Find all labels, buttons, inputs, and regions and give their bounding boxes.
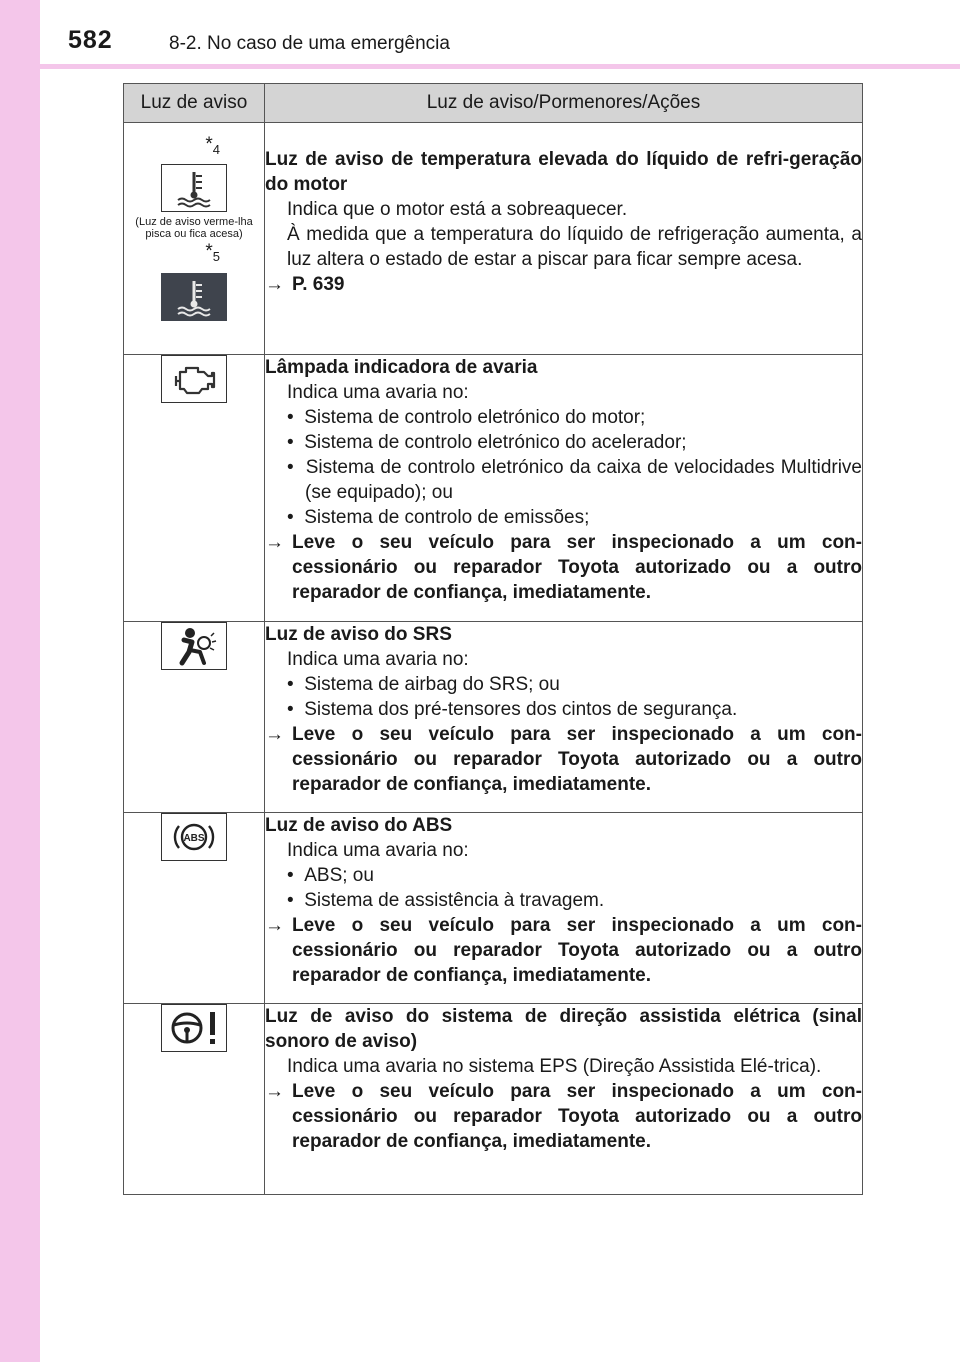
- power-steering-icon: [161, 1004, 227, 1052]
- row-title: Lâmpada indicadora de avaria: [265, 357, 538, 378]
- icon-note: (Luz de aviso verme-lha pisca ou fica acesa): [135, 216, 253, 240]
- intro-text: Indica uma avaria no:: [287, 382, 469, 403]
- description-cell: [265, 355, 863, 622]
- bullet-item: • Sistema de controlo eletrónico da caixa de velocidades Multidrive (se equipado); ou: [287, 457, 862, 503]
- icon-cell: [124, 813, 265, 1004]
- action-text: → Leve o seu veículo para ser inspecionado a um con-cessionário ou reparador Toyota autorizado ou a outro reparador de confiança, imediatamente.: [265, 915, 862, 986]
- abs-icon: [161, 813, 227, 861]
- header-details: Luz de aviso/Pormenores/Ações: [265, 84, 863, 123]
- bullet-item: • Sistema de controlo eletrónico do motor;: [287, 407, 646, 428]
- header-warning-light: Luz de aviso: [124, 84, 265, 123]
- icon-cell: [124, 123, 265, 355]
- row-title: Luz de aviso do ABS: [265, 815, 453, 836]
- paragraph: À medida que a temperatura do líquido de refrigeração aumenta, a luz altera o estado de estar a piscar para ficar sempre acesa.: [287, 224, 862, 270]
- check-engine-icon: [161, 355, 227, 403]
- table-row: [124, 1004, 863, 1195]
- page-reference: → P. 639: [265, 274, 345, 295]
- table-header-row: [124, 84, 863, 123]
- intro-text: Indica uma avaria no:: [287, 840, 469, 861]
- coolant-temperature-icon: [161, 164, 227, 212]
- page-side-band: [0, 0, 40, 1362]
- bullet-item: • Sistema de controlo eletrónico do acelerador;: [287, 432, 687, 453]
- description-cell: [265, 622, 863, 813]
- bullet-item: • ABS; ou: [287, 865, 374, 886]
- action-text: → Leve o seu veículo para ser inspecionado a um con-cessionário ou reparador Toyota autorizado ou a outro reparador de confiança, imediatamente.: [265, 1081, 862, 1152]
- srs-airbag-icon: [161, 622, 227, 670]
- intro-text: Indica uma avaria no:: [287, 649, 469, 670]
- star-glyph: *: [205, 134, 213, 155]
- bullet-item: • Sistema de controlo de emissões;: [287, 507, 590, 528]
- arrow-icon: →: [265, 1081, 284, 1102]
- row-title: Luz de aviso do sistema de direção assistida elétrica (sinal sonoro de aviso): [265, 1006, 862, 1052]
- icon-cell: [124, 1004, 265, 1195]
- row-title: Luz de aviso do SRS: [265, 624, 452, 645]
- icon-cell: [124, 622, 265, 813]
- table-row: [124, 622, 863, 813]
- description-cell: [265, 813, 863, 1004]
- header-rule: [0, 64, 960, 69]
- description-cell: [265, 123, 863, 355]
- row-title: Luz de aviso de temperatura elevada do líquido de refri-geração do motor: [265, 149, 862, 195]
- footnote-marker-4: $*_4$: [205, 134, 220, 157]
- bullet-item: • Sistema de airbag do SRS; ou: [287, 674, 560, 695]
- warning-lights-table: [123, 83, 863, 1195]
- table-row: [124, 813, 863, 1004]
- intro-text: Indica uma avaria no sistema EPS (Direção Assistida Elé-trica).: [287, 1056, 822, 1077]
- table-row: [124, 355, 863, 622]
- page-number: 582: [68, 26, 113, 54]
- arrow-icon: →: [265, 724, 284, 745]
- icon-cell: [124, 355, 265, 622]
- paragraph: Indica que o motor está a sobreaquecer.: [287, 199, 628, 220]
- abs-icon-text: ABS: [183, 833, 205, 844]
- bullet-item: • Sistema dos pré-tensores dos cintos de segurança.: [287, 699, 738, 720]
- arrow-icon: →: [265, 532, 284, 553]
- coolant-temperature-icon: [161, 273, 227, 321]
- action-text: → Leve o seu veículo para ser inspecionado a um con-cessionário ou reparador Toyota autorizado ou a outro reparador de confiança, imediatamente.: [265, 724, 862, 795]
- description-cell: [265, 1004, 863, 1195]
- arrow-icon: →: [265, 915, 284, 936]
- arrow-icon: →: [265, 274, 284, 295]
- footnote-marker-5: $*_5$: [205, 241, 220, 264]
- action-text: → Leve o seu veículo para ser inspecionado a um con-cessionário ou reparador Toyota autorizado ou a outro reparador de confiança, imediatamente.: [265, 532, 862, 603]
- table-row: [124, 123, 863, 355]
- bullet-item: • Sistema de assistência à travagem.: [287, 890, 605, 911]
- section-title: 8-2. No caso de uma emergência: [169, 33, 450, 54]
